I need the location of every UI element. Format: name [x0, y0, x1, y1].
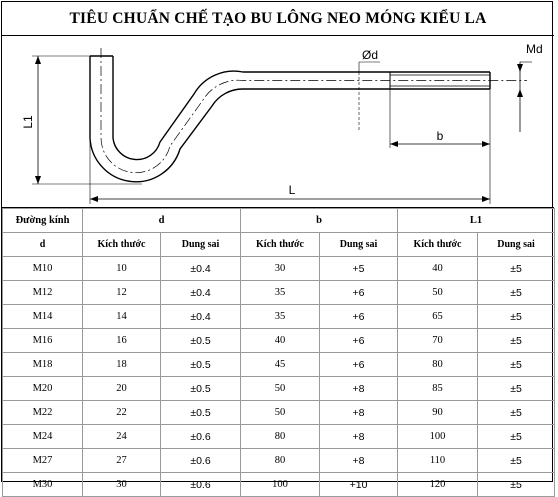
- table-row: [3, 377, 555, 401]
- label-l: L: [288, 183, 296, 197]
- header-kich-thuoc: Kích thước: [241, 233, 320, 257]
- arrow-md-top: [517, 64, 523, 72]
- cell-d-tolerance: ±0.5: [161, 377, 241, 401]
- cell-d-tolerance: ±0.6: [161, 425, 241, 449]
- header-dung-sai: Dung sai: [320, 233, 398, 257]
- table-row: [3, 281, 555, 305]
- cell-d-value: 12: [83, 281, 161, 305]
- cell-b-tolerance: +6: [320, 329, 398, 353]
- cell-d-tolerance: ±0.4: [161, 281, 241, 305]
- cell-l1-value: 70: [398, 329, 478, 353]
- bolt-diagram: [2, 36, 554, 207]
- cell-l1-value: 85: [398, 377, 478, 401]
- cell-size: M24: [3, 425, 83, 449]
- page-title: TIÊU CHUẨN CHẾ TẠO BU LÔNG NEO MÓNG KIỂU LA: [2, 2, 554, 36]
- cell-l1-value: 40: [398, 257, 478, 281]
- cell-b-value: 40: [241, 329, 320, 353]
- cell-d-value: 27: [83, 449, 161, 473]
- table-row: [3, 329, 555, 353]
- arrow-l1-top: [35, 56, 41, 64]
- header-group-b: b: [241, 209, 398, 233]
- cell-d-tolerance: ±0.5: [161, 353, 241, 377]
- cell-size: M20: [3, 377, 83, 401]
- cell-d-tolerance: ±0.6: [161, 473, 241, 497]
- cell-b-value: 35: [241, 281, 320, 305]
- label-l1: L1: [21, 115, 35, 129]
- cell-l1-value: 80: [398, 353, 478, 377]
- cell-b-tolerance: +8: [320, 425, 398, 449]
- header-d: d: [3, 233, 83, 257]
- arrow-l-left: [90, 196, 98, 202]
- cell-l1-tolerance: ±5: [478, 377, 555, 401]
- header-group-d: d: [83, 209, 241, 233]
- header-kich-thuoc: Kích thước: [398, 233, 478, 257]
- cell-d-tolerance: ±0.6: [161, 449, 241, 473]
- cell-l1-value: 120: [398, 473, 478, 497]
- cell-size: M10: [3, 257, 83, 281]
- cell-b-tolerance: +6: [320, 305, 398, 329]
- cell-l1-tolerance: ±5: [478, 257, 555, 281]
- table-row: [3, 305, 555, 329]
- bolt-drawing: [2, 36, 554, 208]
- cell-b-tolerance: +8: [320, 377, 398, 401]
- cell-l1-tolerance: ±5: [478, 281, 555, 305]
- arrow-md-bottom: [517, 89, 523, 97]
- cell-size: M27: [3, 449, 83, 473]
- cell-d-value: 10: [83, 257, 161, 281]
- cell-b-value: 45: [241, 353, 320, 377]
- cell-l1-value: 110: [398, 449, 478, 473]
- cell-d-value: 30: [83, 473, 161, 497]
- arrow-l-right: [482, 196, 490, 202]
- table-row: [3, 353, 555, 377]
- cell-d-tolerance: ±0.5: [161, 401, 241, 425]
- cell-d-value: 14: [83, 305, 161, 329]
- cell-d-value: 24: [83, 425, 161, 449]
- table-row: [3, 449, 555, 473]
- bolt-centerline: [101, 48, 527, 173]
- cell-size: M14: [3, 305, 83, 329]
- cell-d-value: 20: [83, 377, 161, 401]
- cell-b-value: 30: [241, 257, 320, 281]
- cell-size: M22: [3, 401, 83, 425]
- cell-l1-tolerance: ±5: [478, 305, 555, 329]
- cell-b-tolerance: +5: [320, 257, 398, 281]
- cell-l1-value: 50: [398, 281, 478, 305]
- table-group-header-row: [3, 209, 555, 233]
- arrow-l1-bottom: [35, 176, 41, 184]
- table-sub-header-row: [3, 233, 555, 257]
- table-body: [3, 257, 555, 497]
- cell-b-tolerance: +10: [320, 473, 398, 497]
- label-md: Md: [526, 42, 543, 56]
- cell-size: M30: [3, 473, 83, 497]
- header-group-l1: L1: [398, 209, 555, 233]
- header-dung-sai: Dung sai: [161, 233, 241, 257]
- cell-l1-tolerance: ±5: [478, 329, 555, 353]
- cell-d-value: 22: [83, 401, 161, 425]
- cell-l1-tolerance: ±5: [478, 473, 555, 497]
- cell-size: M12: [3, 281, 83, 305]
- cell-size: M16: [3, 329, 83, 353]
- cell-b-value: 50: [241, 377, 320, 401]
- cell-d-value: 16: [83, 329, 161, 353]
- cell-l1-value: 90: [398, 401, 478, 425]
- cell-l1-tolerance: ±5: [478, 425, 555, 449]
- label-od: Ød: [362, 48, 379, 62]
- table-row: [3, 425, 555, 449]
- cell-b-value: 80: [241, 449, 320, 473]
- cell-b-tolerance: +8: [320, 449, 398, 473]
- cell-d-tolerance: ±0.4: [161, 257, 241, 281]
- spec-table: [2, 208, 555, 497]
- cell-b-value: 50: [241, 401, 320, 425]
- header-duong-kinh: Đường kính: [3, 209, 83, 233]
- document-frame: [1, 1, 553, 491]
- cell-d-tolerance: ±0.5: [161, 329, 241, 353]
- label-b: b: [436, 129, 444, 143]
- cell-size: M18: [3, 353, 83, 377]
- header-kich-thuoc: Kích thước: [83, 233, 161, 257]
- arrow-b-right: [482, 141, 490, 147]
- table-row: [3, 257, 555, 281]
- cell-b-tolerance: +6: [320, 353, 398, 377]
- cell-l1-value: 65: [398, 305, 478, 329]
- cell-b-tolerance: +6: [320, 281, 398, 305]
- cell-b-tolerance: +8: [320, 401, 398, 425]
- header-dung-sai: Dung sai: [478, 233, 555, 257]
- cell-l1-tolerance: ±5: [478, 401, 555, 425]
- cell-l1-value: 100: [398, 425, 478, 449]
- cell-b-value: 35: [241, 305, 320, 329]
- cell-l1-tolerance: ±5: [478, 449, 555, 473]
- arrow-b-left: [390, 141, 398, 147]
- cell-b-value: 80: [241, 425, 320, 449]
- cell-l1-tolerance: ±5: [478, 353, 555, 377]
- cell-d-value: 18: [83, 353, 161, 377]
- cell-d-tolerance: ±0.4: [161, 305, 241, 329]
- cell-b-value: 100: [241, 473, 320, 497]
- table-row: [3, 401, 555, 425]
